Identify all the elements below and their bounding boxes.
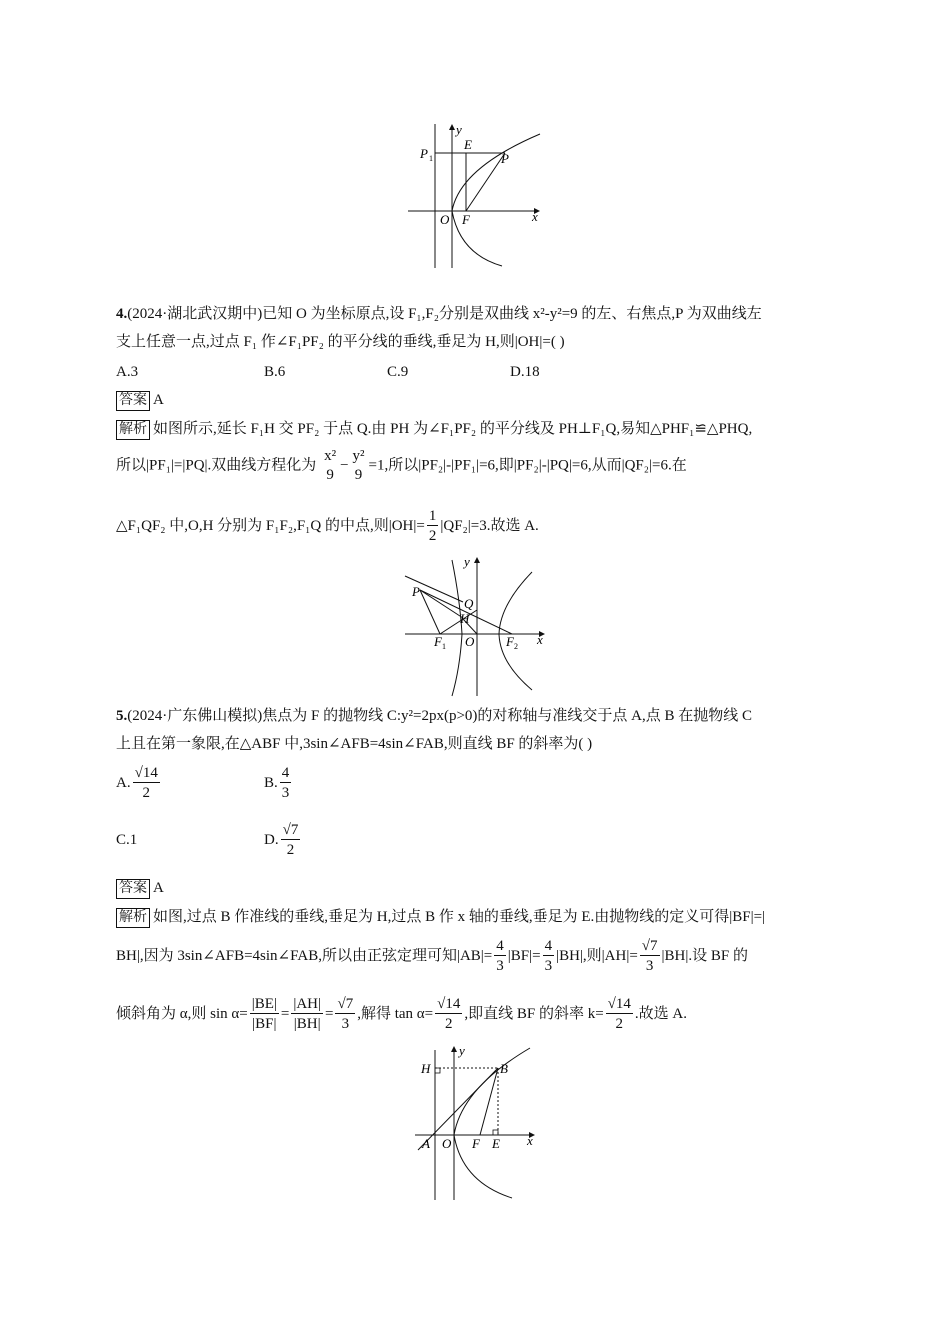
label-B: B: [500, 1061, 508, 1076]
q4-analysis-2-pre: 所以|PF₁|=|PQ|.双曲线方程化为: [116, 457, 317, 474]
label-y: y: [459, 1043, 465, 1058]
q5-answer-value: A: [153, 880, 164, 896]
q5-answer: [116, 877, 164, 899]
label-y: y: [464, 554, 470, 569]
label-H: H: [421, 1061, 431, 1076]
q4-line-2: 支上任意一点,过点 F₁ 作∠F₁PF₂ 的平分线的垂线,垂足为 H,则|OH|=( ): [116, 334, 565, 350]
q5-number: 5.: [116, 708, 128, 724]
label-P: P: [412, 584, 420, 599]
right-angle-E: [493, 1130, 498, 1135]
label-O: O: [440, 212, 450, 227]
right-angle-H: [435, 1068, 440, 1073]
frac-one-half: $\frac{1}{2}$: [428, 508, 437, 544]
q5-text-1: (2024·广东佛山模拟)焦点为 F 的抛物线 C:y²=2px(p>0)的对称轴与准线交于点 A,点 B 在抛物线 C: [127, 708, 753, 724]
q4-option-b: B.6: [264, 364, 286, 380]
analysis-tag: 解析: [116, 420, 150, 440]
label-O: O: [465, 634, 475, 649]
label-F1: F: [434, 634, 442, 649]
q4-analysis-2-post: =1,所以|PF₂|-|PF₁|=6,即|PF₂|-|PQ|=6,从而|QF₂|=6.在: [368, 457, 687, 474]
label-Q: Q: [464, 596, 474, 611]
label-P1-sub: 1: [429, 154, 433, 163]
q4-option-d: D.18: [510, 364, 540, 380]
q4-analysis-2: [116, 447, 687, 485]
hyperbola-right-branch: [499, 572, 532, 690]
q4-number: 4.: [116, 306, 128, 322]
q5-line-1: [116, 705, 752, 727]
q5-analysis-1: [116, 906, 765, 928]
label-x: x: [532, 209, 538, 224]
figure-parabola-2: [410, 1042, 545, 1204]
label-x: x: [537, 632, 543, 647]
frac-x2-over-9: x² 9: [324, 448, 337, 483]
q5-option-b: B. $\frac{4}{3}$: [264, 765, 290, 801]
q5-option-c: C.1: [116, 832, 138, 848]
parabola-curve: [452, 134, 540, 266]
answer-tag: 答案: [116, 879, 150, 899]
q4-text-1: (2024·湖北武汉期中)已知 O 为坐标原点,设 F₁,F₂分别是双曲线 x²-y²=9 的左、右焦点,P 为双曲线左: [127, 306, 762, 322]
label-P: P: [501, 151, 509, 166]
segment-F1Q: [440, 610, 477, 634]
q5-option-d: D. $\frac{√7}{2}$: [264, 822, 299, 858]
label-F2-sub: 2: [514, 642, 518, 651]
label-E: E: [464, 137, 472, 152]
parabola-curve: [454, 1048, 530, 1198]
q4-answer: [116, 389, 164, 411]
label-A: A: [422, 1136, 430, 1151]
figure-parabola-1: [400, 118, 550, 273]
label-E: E: [492, 1136, 500, 1151]
q4-analysis-3: [116, 507, 539, 546]
q4-analysis-1: [116, 418, 752, 440]
label-F1-sub: 1: [442, 642, 446, 651]
q5-analysis-2: BH|,因为 3sin∠AFB=4sin∠FAB,所以由正弦定理可知|AB|= $\frac{4}{3}$ |BF|= $\frac{4}{3}$ |BH|,则|AH|= $\frac{√7}{3}$ |BH|.设 BF 的: [116, 938, 748, 974]
label-P1: P: [420, 146, 428, 161]
q4-analysis-3-post: |QF₂|=3.故选 A.: [440, 517, 539, 534]
minus-sign: −: [340, 457, 349, 474]
segment-AB: [418, 1068, 498, 1150]
frac-y2-over-9: y² 9: [352, 448, 365, 483]
q4-analysis-3-pre: △F₁QF₂ 中,O,H 分别为 F₁F₂,F₁Q 的中点,则|OH|=: [116, 517, 425, 534]
q4-line-1: [116, 303, 762, 325]
label-F: F: [462, 212, 470, 227]
q4-option-a: A.3: [116, 364, 139, 380]
answer-tag: 答案: [116, 391, 150, 411]
label-O: O: [442, 1136, 452, 1151]
label-y: y: [456, 122, 462, 137]
y-arrow: [449, 124, 455, 130]
analysis-tag: 解析: [116, 908, 150, 928]
hyperbola-left-branch: [452, 560, 462, 696]
q5-analysis-3: 倾斜角为 α,则 sin α= $\frac{|BE|}{|BF|}$ = $\frac{|AH|}{|BH|}$ = $\frac{√7}{3}$ ,解得 tan α= $\frac{√14}{2}$ ,即直线 BF 的斜率 k= $\frac{√14}{2}$ .故选 A.: [116, 996, 687, 1032]
label-x: x: [527, 1133, 533, 1148]
segment-FP: [466, 153, 505, 211]
y-arrow: [474, 557, 480, 563]
q4-option-c: C.9: [387, 364, 409, 380]
q4-analysis-text-1: 如图所示,延长 F₁H 交 PF₂ 于点 Q.由 PH 为∠F₁PF₂ 的平分线及 PH⊥F₁Q,易知△PHF₁≌△PHQ,: [153, 421, 753, 437]
q5-analysis-text-1: 如图,过点 B 作准线的垂线,垂足为 H,过点 B 作 x 轴的垂线,垂足为 E.由抛物线的定义可得|BF|=|: [153, 909, 766, 925]
figure-hyperbola: [400, 550, 555, 700]
y-arrow: [451, 1046, 457, 1052]
label-H: H: [460, 611, 470, 626]
q5-option-a: A. $\frac{√14}{2}$: [116, 765, 158, 801]
label-F: F: [472, 1136, 480, 1151]
q5-line-2: 上且在第一象限,在△ABF 中,3sin∠AFB=4sin∠FAB,则直线 BF 的斜率为( ): [116, 736, 593, 752]
q4-answer-value: A: [153, 392, 164, 408]
label-F2: F: [506, 634, 514, 649]
